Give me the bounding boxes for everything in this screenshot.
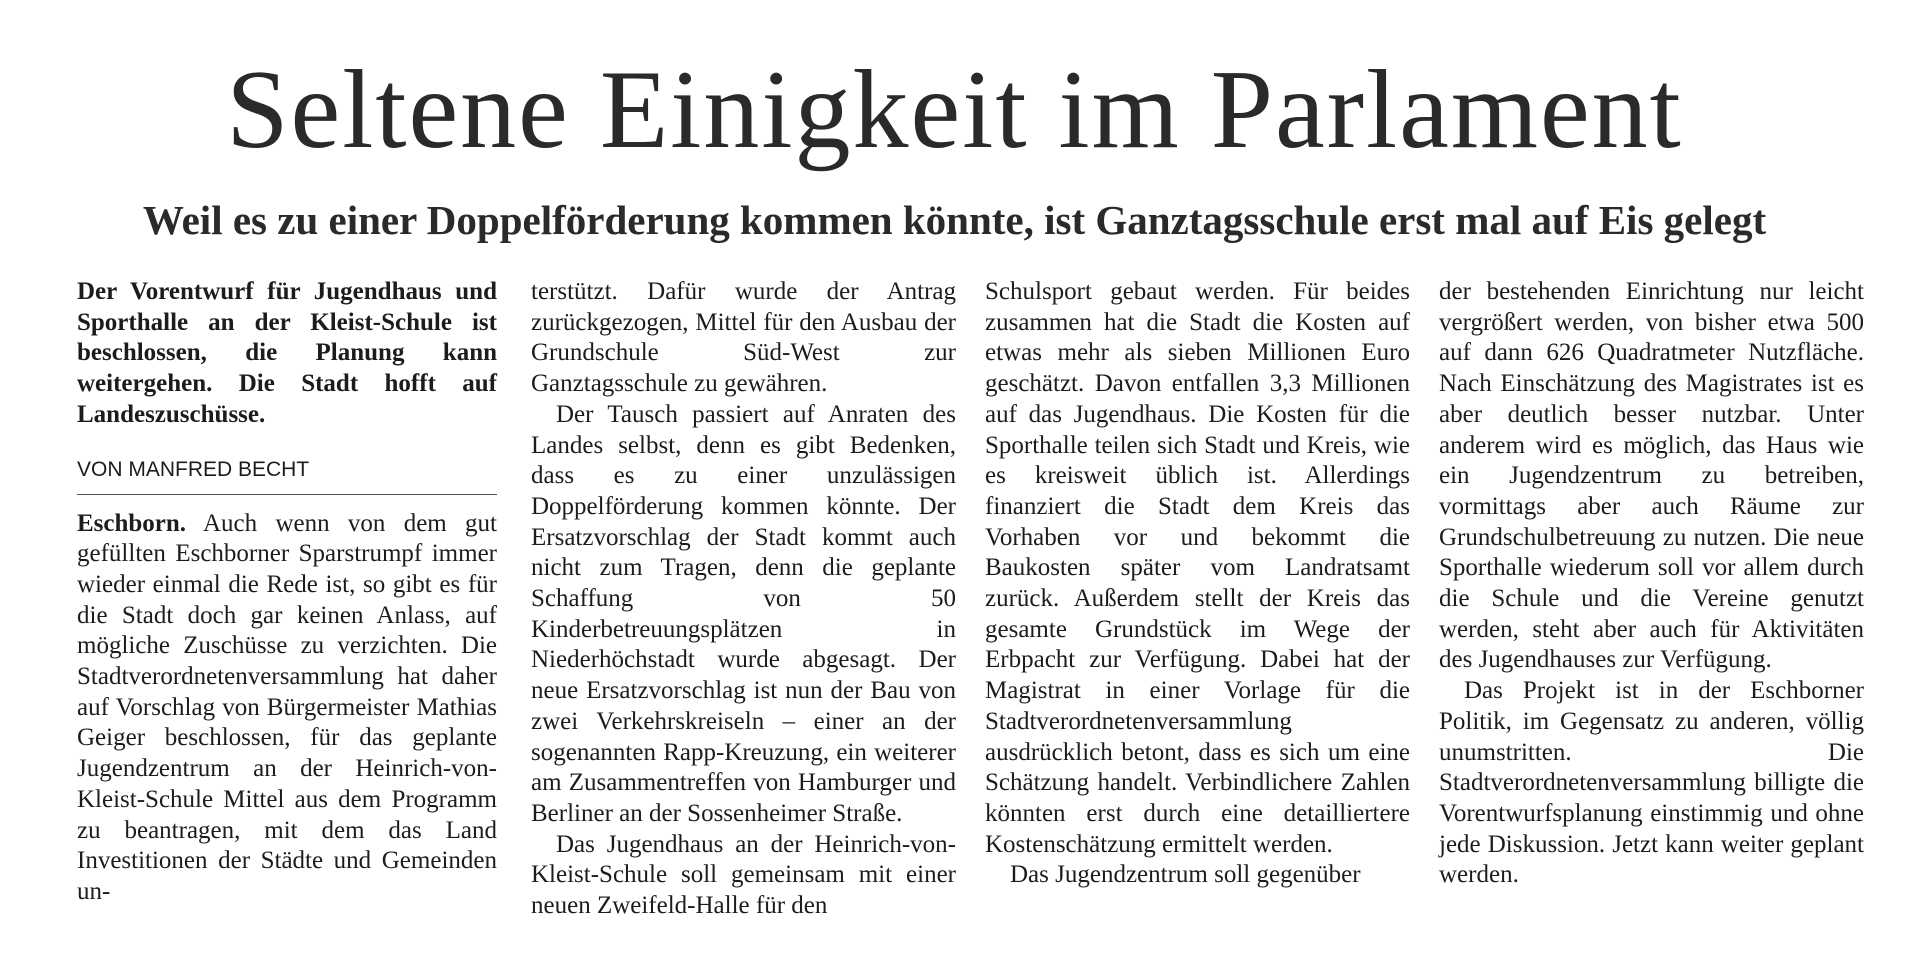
column-4 [1439,277,1864,891]
body-paragraph: Das Jugendzentrum soll gegenüber [1010,861,1361,889]
column-1 [77,277,497,908]
body-paragraph: Der Tausch passiert auf Anraten des Landes selbst, denn es gibt Bedenken, dass es zu einer unzulässigen Doppelförderung kommen könnte. Der Ersatzvorschlag der Stadt kommt auch nicht zum Tragen, denn die geplante Schaffung von 50 Kinderbetreuungsplätzen in Niederhöchstadt wurde abgesagt. Der neue Ersatzvorschlag ist nun der Bau von zwei Verkehrskreiseln – einer an der sogenannten Rapp-Kreuzung, ein weiterer am Zusammentreffen von Hamburger und Berliner an der Sossenheimer Straße. [531,400,956,827]
subheadline: Weil es zu einer Doppelförderung kommen könnte, ist Ganztagsschule erst mal auf Eis gelegt [142,197,1767,243]
body-paragraph: der bestehenden Einrichtung nur leicht vergrößert werden, von bisher etwa 500 auf dann 626 Quadratmeter Nutzfläche. Nach Einschätzung des Magistrates ist es aber deutlich besser nutzbar. Unter anderem wird es möglich, das Haus wie ein Jugendzentrum zu betreiben, vormittags aber auch Räume zur Grundschulbetreuung zu nutzen. Die neue Sporthalle wiederum soll vor allem durch die Schule und die Vereine genutzt werden, steht aber auch für Aktivitäten des Jugendhauses zur Verfügung. [1439,278,1864,674]
body-paragraph: Das Projekt ist in der Eschborner Politik, im Gegensatz zu anderen, völlig unumstritten. Die Stadtverordnetenversammlung billigte die Vorentwurfsplanung einstimmig und ohne jede Diskussion. Jetzt kann weiter geplant werden. [1439,677,1864,889]
column-3 [985,277,1410,891]
headline: Seltene Einigkeit im Parlament [226,48,1683,172]
body-paragraph: Das Jugendhaus an der Heinrich-von-Kleist-Schule soll gemeinsam mit einer neuen Zweifeld-Halle für den [531,830,956,920]
column-2 [531,277,956,922]
body-paragraph [77,509,497,908]
dateline: Eschborn. [77,509,187,537]
lead-paragraph: Der Vorentwurf für Jugendhaus und Sporthalle an der Kleist-Schule ist beschlossen, die Planung kann weitergehen. Die Stadt hofft auf Landeszuschüsse. [77,278,497,428]
body-paragraph: terstützt. Dafür wurde der Antrag zurückgezogen, Mittel für den Ausbau der Grundschule Süd-West zur Ganztagsschule zu gewähren. [531,278,956,398]
byline: VON MANFRED BECHT [77,458,497,495]
body-text: Auch wenn von dem gut gefüllten Eschborner Sparstrumpf immer wieder einmal die Rede ist, so gibt es für die Stadt doch gar keinen Anlass, auf mögliche Zuschüsse zu verzichten. Die Stadtverordnetenversammlung hat daher auf Vorschlag von Bürgermeister Mathias Geiger beschlossen, für das geplante Jugendzentrum an der Heinrich-von-Kleist-Schule Mittel aus dem Programm zu beantragen, mit dem das Land Investitionen der Städte und Gemeinden un- [77,509,498,905]
body-paragraph: Schulsport gebaut werden. Für beides zusammen hat die Stadt die Kosten auf etwas mehr als sieben Millionen Euro geschätzt. Davon entfallen 3,3 Millionen auf das Jugendhaus. Die Kosten für die Sporthalle teilen sich Stadt und Kreis, wie es kreisweit üblich ist. Allerdings finanziert die Stadt dem Kreis das Vorhaben vor und bekommt die Baukosten später vom Landratsamt zurück. Außerdem stellt der Kreis das gesamte Grundstück im Wege der Erbpacht zur Verfügung. Dabei hat der Magistrat in einer Vorlage für die Stadtverordnetenversammlung ausdrücklich betont, dass es sich um eine Schätzung handelt. Verbindlichere Zahlen könnten erst durch eine detailliertere Kostenschätzung ermittelt werden. [985,278,1410,858]
